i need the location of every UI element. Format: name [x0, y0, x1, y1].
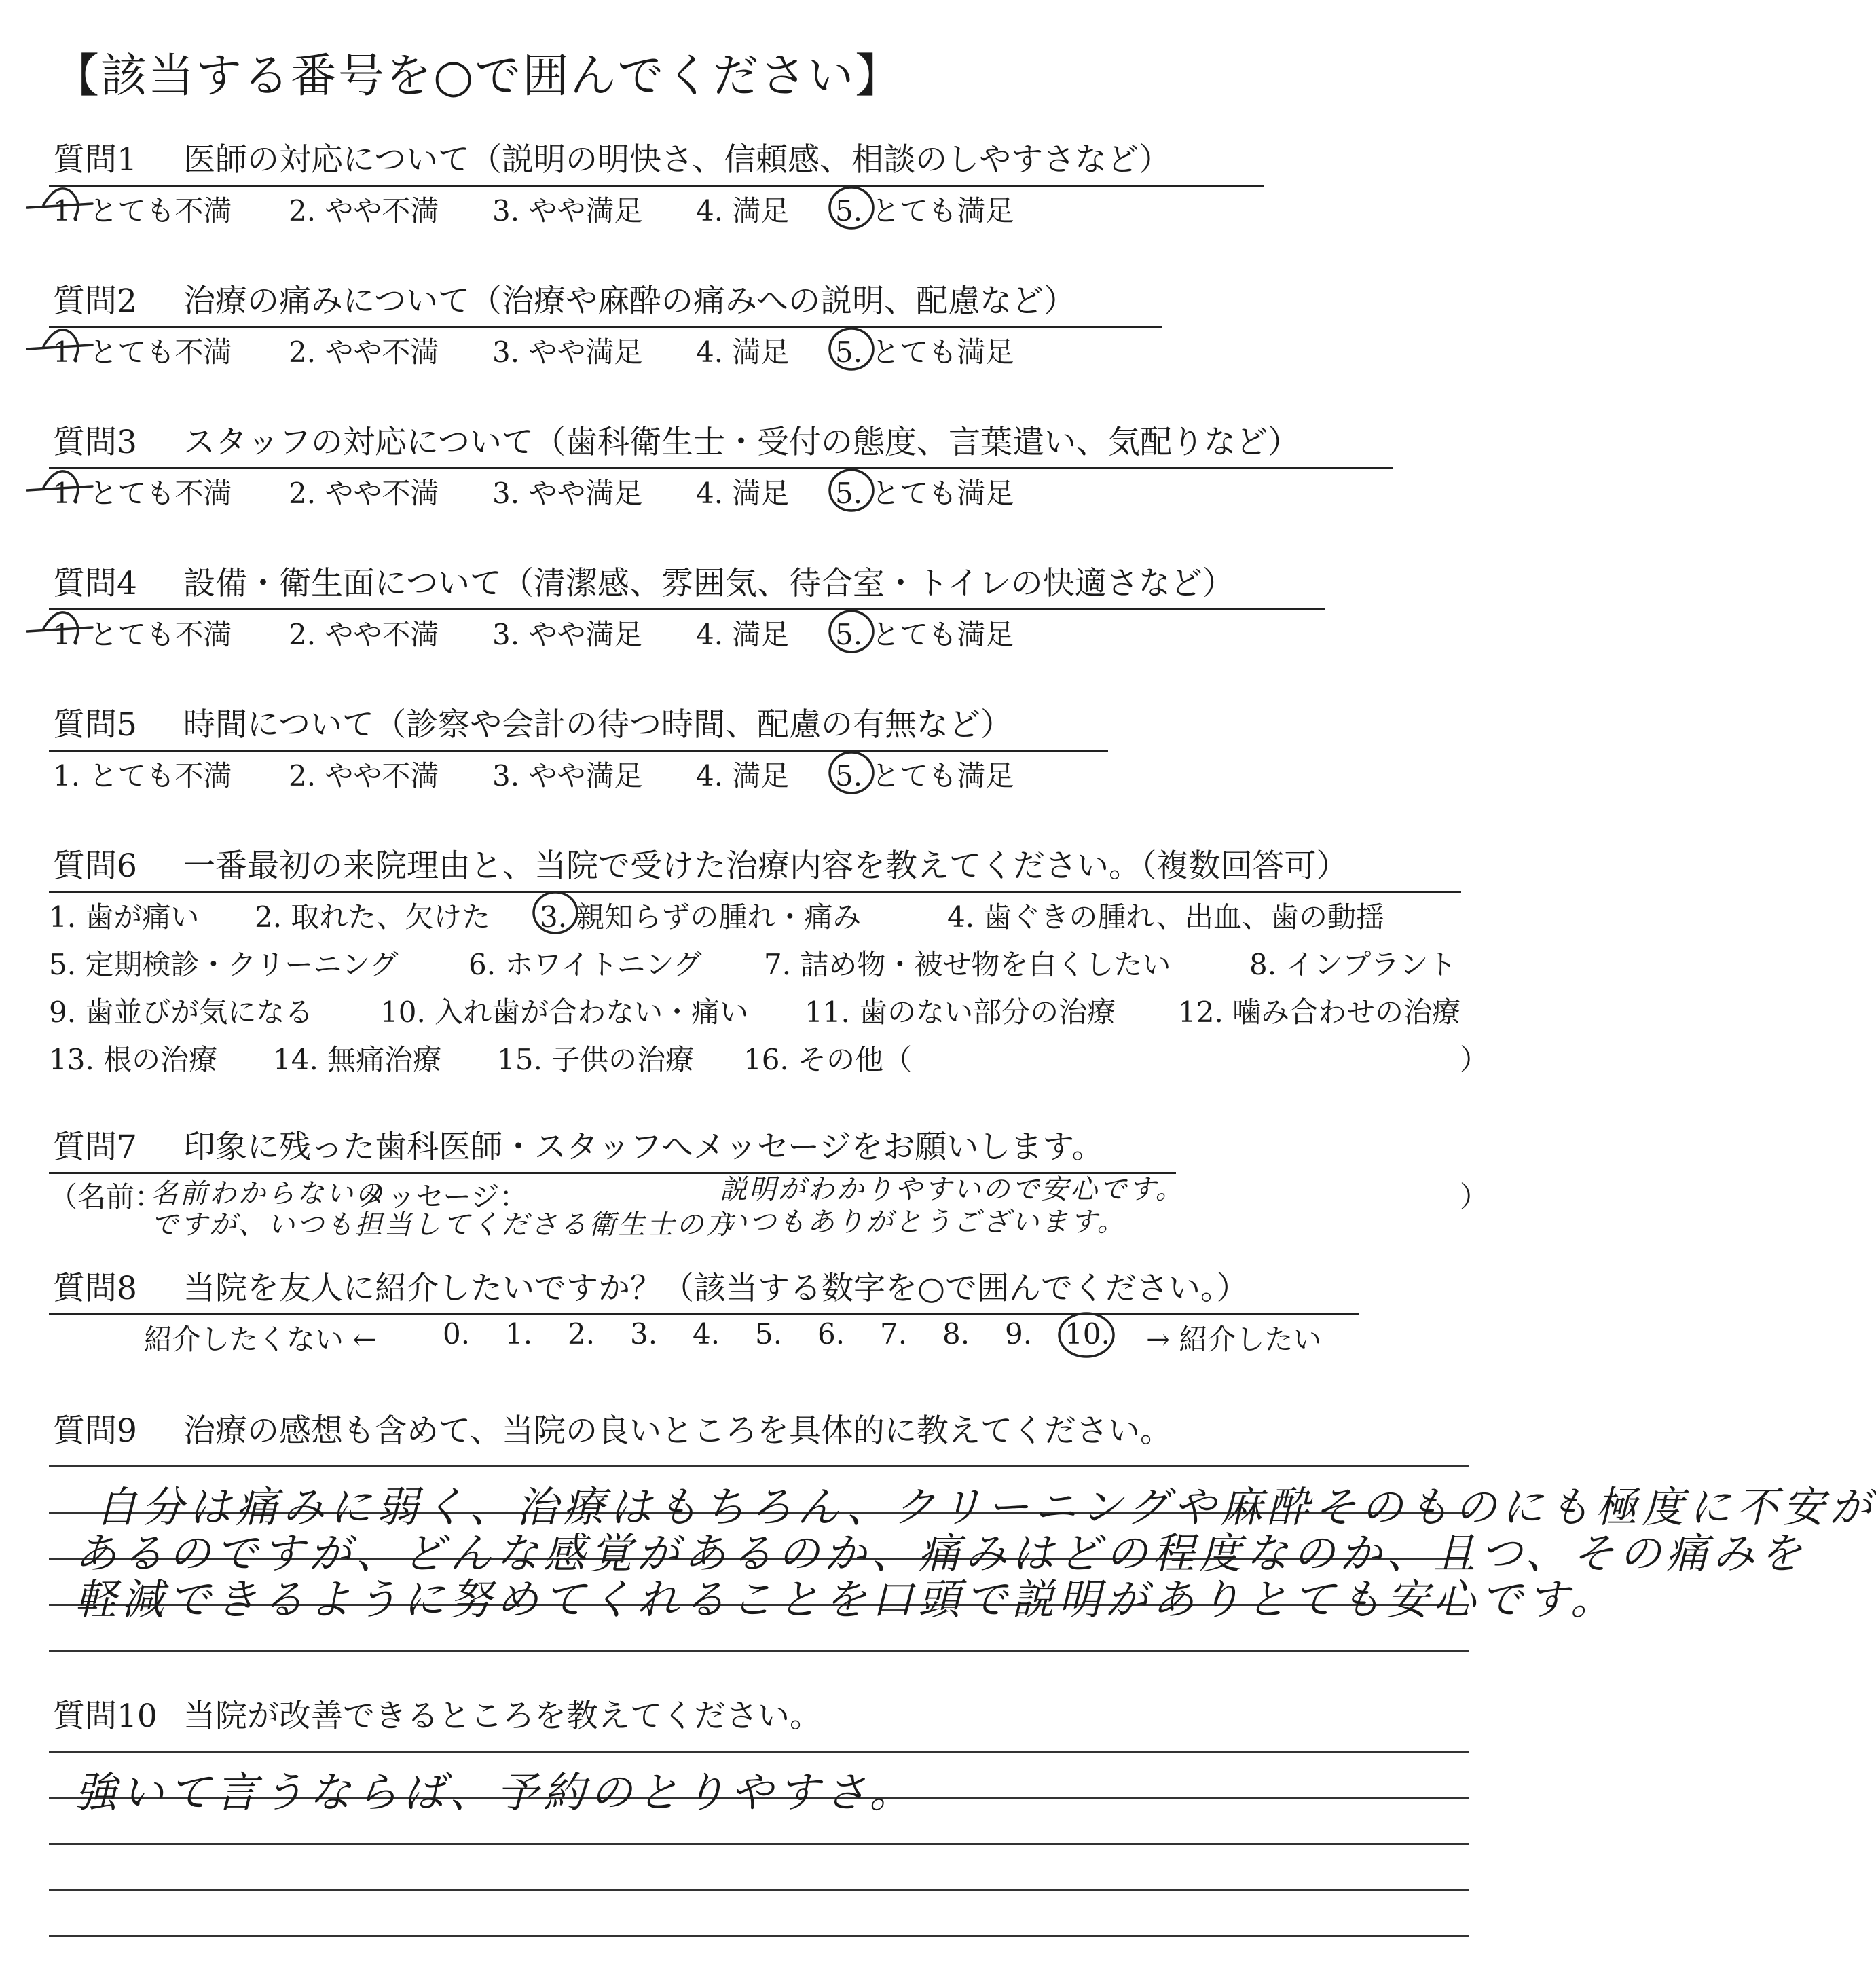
q4-text: 設備・衛生面について（清潔感、雰囲気、待合室・トイレの快適さなど）: [183, 565, 1234, 602]
q7-name-answer-line-2: ですが、いつも担当してくださる衛生士の方: [151, 1209, 735, 1241]
q1-option-4[interactable]: 4. 満足: [696, 194, 790, 227]
q6-option-13[interactable]: 13. 根の治療: [49, 1043, 218, 1076]
q8-scale-6[interactable]: 6.: [817, 1317, 845, 1351]
q3-option-3[interactable]: 3. やや満足: [492, 477, 643, 510]
q3-option-1[interactable]: 1. とても不満: [53, 477, 232, 510]
q4-label: 質問4: [53, 565, 137, 602]
q1-option-2[interactable]: 2. やや不満: [289, 194, 439, 227]
q8-text: 当院を友人に紹介したいですか？（該当する数字を○で囲んでください。）: [183, 1270, 1249, 1307]
q8-scale-7[interactable]: 7.: [880, 1317, 908, 1351]
q2-option-3[interactable]: 3. やや満足: [492, 335, 643, 369]
q2-option-2[interactable]: 2. やや不満: [289, 335, 439, 369]
q10-text: 当院が改善できるところを教えてください。: [183, 1698, 822, 1735]
q2-selected-circle: [830, 329, 873, 369]
q8-label: 質問8: [53, 1270, 137, 1307]
q4-strike-mark: [43, 612, 78, 642]
q5-option-2[interactable]: 2. やや不満: [289, 759, 439, 792]
q9-answer-line-3: 軽減できるように努めてくれることを口頭で説明がありとても安心です。: [75, 1575, 1618, 1624]
q1-option-1[interactable]: 1. とても不満: [53, 194, 232, 227]
q8-scale-9[interactable]: 9.: [1005, 1317, 1033, 1351]
q2-strike-line: [27, 345, 92, 349]
q1-option-3[interactable]: 3. やや満足: [492, 194, 643, 227]
q1-text: 医師の対応について（説明の明快さ、信頼感、相談のしやすさなど）: [183, 141, 1171, 179]
q2-option-1[interactable]: 1. とても不満: [53, 335, 232, 369]
q4-selected-circle: [830, 611, 873, 652]
q4-option-3[interactable]: 3. やや満足: [492, 618, 643, 651]
q6-selected-circle: [534, 892, 577, 933]
q3-strike-mark: [43, 471, 78, 501]
q5-selected-circle: [830, 752, 873, 793]
q5-label: 質問5: [53, 706, 137, 744]
q3-option-5[interactable]: 5. とても満足: [835, 477, 1014, 510]
q8-scale-2[interactable]: 2.: [568, 1317, 595, 1351]
q4-option-1[interactable]: 1. とても不満: [53, 618, 232, 651]
q9-answer-line-1: 自分は痛みに弱く、治療はもちろん、クリーニングや麻酔そのものにも極度に不安が: [95, 1482, 1876, 1532]
q8-scale-3[interactable]: 3.: [630, 1317, 658, 1351]
q6-option-11[interactable]: 11. 歯のない部分の治療: [805, 995, 1116, 1029]
q8-scale-4[interactable]: 4.: [693, 1317, 720, 1351]
q6-option-14[interactable]: 14. 無痛治療: [273, 1043, 442, 1076]
q2-option-5[interactable]: 5. とても満足: [835, 335, 1014, 369]
q5-option-4[interactable]: 4. 満足: [696, 759, 790, 792]
q6-option-15[interactable]: 15. 子供の治療: [497, 1043, 695, 1076]
q6-option-10[interactable]: 10. 入れ歯が合わない・痛い: [380, 995, 749, 1029]
q2-strike-mark: [43, 330, 78, 360]
q6-option-8[interactable]: 8. インプラント: [1249, 948, 1457, 981]
q6-other-close-paren: ）: [1460, 1043, 1489, 1076]
q3-option-4[interactable]: 4. 満足: [696, 477, 790, 510]
q6-text: 一番最初の来院理由と、当院で受けた治療内容を教えてください。（複数回答可）: [183, 847, 1348, 885]
q6-option-16[interactable]: 16. その他（: [743, 1043, 913, 1076]
q6-option-6[interactable]: 6. ホワイトニング: [468, 948, 702, 981]
q7-message-answer-line-2: いつもありがとうございます。: [720, 1207, 1126, 1238]
q2-option-4[interactable]: 4. 満足: [696, 335, 790, 369]
q3-text: スタッフの対応について（歯科衛生士・受付の態度、言葉遣い、気配りなど）: [183, 424, 1300, 461]
q8-selected-circle: [1059, 1313, 1114, 1357]
q5-option-1[interactable]: 1. とても不満: [53, 759, 232, 792]
q1-option-5[interactable]: 5. とても満足: [835, 194, 1014, 227]
q1-strike-line: [27, 204, 92, 208]
q4-option-4[interactable]: 4. 満足: [696, 618, 790, 651]
q3-option-2[interactable]: 2. やや不満: [289, 477, 439, 510]
q7-label: 質問7: [53, 1129, 137, 1166]
q10-answer-line-1: 強いて言うならば、予約のとりやすさ。: [75, 1768, 917, 1817]
q9-answer-line-2: あるのですが、どんな感覚があるのか、痛みはどの程度なのか、且つ、その痛みを: [75, 1528, 1807, 1578]
q1-label: 質問1: [53, 141, 137, 179]
q7-text: 印象に残った歯科医師・スタッフへメッセージをお願いします。: [183, 1129, 1104, 1166]
q1-selected-circle: [830, 187, 873, 228]
page-title: 【該当する番号を○で囲んでください】: [53, 50, 903, 103]
q6-option-3[interactable]: 3. 親知らずの腫れ・痛み: [540, 900, 862, 934]
q6-label: 質問6: [53, 847, 137, 885]
q6-option-7[interactable]: 7. 詰め物・被せ物を白くしたい: [764, 948, 1171, 981]
q7-name-label: （名前：: [49, 1180, 164, 1213]
q9-label: 質問9: [53, 1412, 137, 1450]
q5-option-3[interactable]: 3. やや満足: [492, 759, 643, 792]
q8-scale-8[interactable]: 8.: [942, 1317, 970, 1351]
q7-message-label: メッセージ：: [358, 1180, 528, 1213]
q5-text: 時間について（診察や会計の待つ時間、配慮の有無など）: [183, 706, 1013, 744]
q1-strike-mark: [43, 189, 78, 219]
q8-scale-0[interactable]: 0.: [443, 1317, 471, 1351]
q6-option-5[interactable]: 5. 定期検診・クリーニング: [49, 948, 399, 981]
q3-selected-circle: [830, 470, 873, 511]
q3-strike-line: [27, 486, 92, 490]
q3-label: 質問3: [53, 424, 137, 461]
q2-label: 質問2: [53, 282, 137, 320]
q4-strike-line: [27, 627, 92, 631]
q8-right-label: → 紹介したい: [1146, 1323, 1322, 1356]
q7-close-paren: ）: [1460, 1180, 1489, 1213]
q9-text: 治療の感想も含めて、当院の良いところを具体的に教えてください。: [183, 1412, 1173, 1450]
q10-label: 質問10: [53, 1698, 158, 1735]
q4-option-5[interactable]: 5. とても満足: [835, 618, 1014, 651]
q8-scale-1[interactable]: 1.: [505, 1317, 533, 1351]
q6-option-1[interactable]: 1. 歯が痛い: [49, 900, 200, 934]
q8-scale-5[interactable]: 5.: [755, 1317, 783, 1351]
q4-option-2[interactable]: 2. やや不満: [289, 618, 439, 651]
q2-text: 治療の痛みについて（治療や麻酔の痛みへの説明、配慮など）: [183, 282, 1076, 320]
q6-option-9[interactable]: 9. 歯並びが気になる: [49, 995, 314, 1029]
q5-option-5[interactable]: 5. とても満足: [835, 759, 1014, 792]
q6-option-12[interactable]: 12. 噛み合わせの治療: [1178, 995, 1461, 1029]
q8-scale-10[interactable]: 10.: [1065, 1317, 1110, 1351]
q7-name-answer-line-1: 名前わからないの: [151, 1178, 384, 1209]
q6-option-2[interactable]: 2. 取れた、欠けた: [255, 900, 491, 934]
q7-message-answer-line-1: 説明がわかりやすいので安心です。: [720, 1174, 1185, 1205]
q8-left-label: 紹介したくない ←: [144, 1323, 377, 1356]
q6-option-4[interactable]: 4. 歯ぐきの腫れ、出血、歯の動揺: [947, 900, 1384, 934]
